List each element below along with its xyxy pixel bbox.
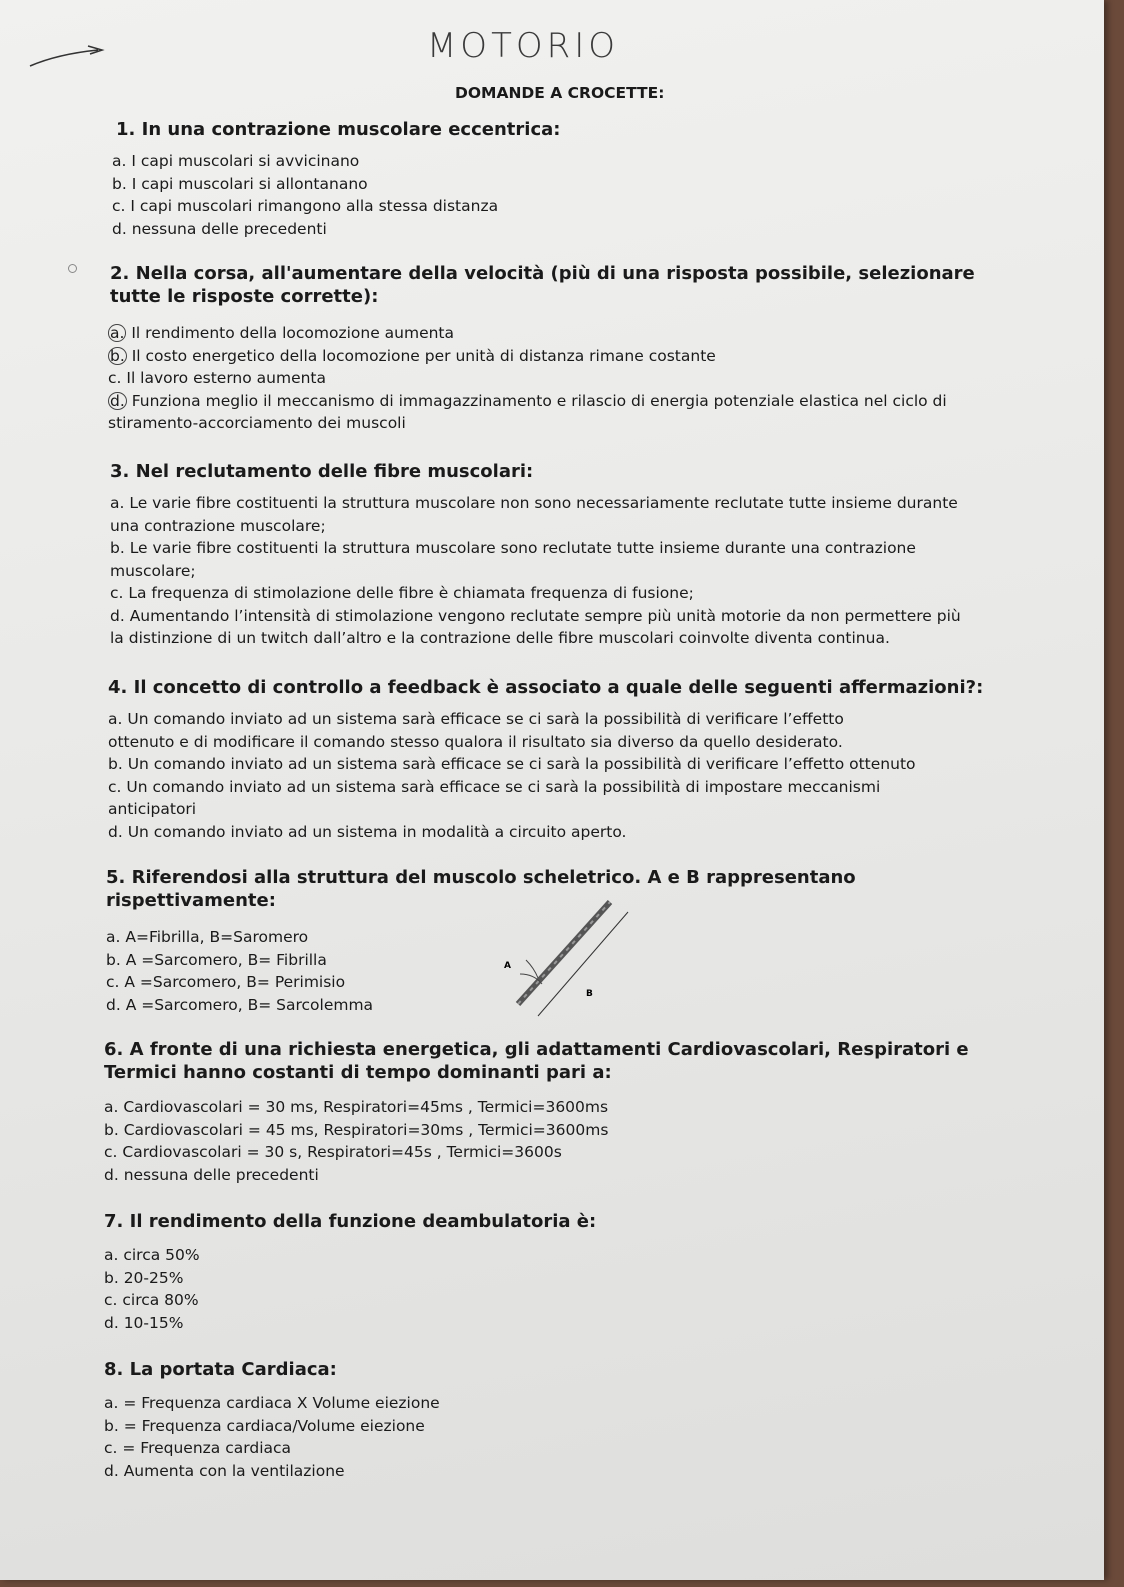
handwritten-title: MOTORIO xyxy=(426,26,620,66)
question-4-options xyxy=(108,708,916,843)
option[interactable]: b. I capi muscolari si allontanano xyxy=(112,174,368,193)
option-line[interactable]: b. Un comando inviato ad un sistema sarà efficace se ci sarà la possibilità di verificare l’effetto ottenuto xyxy=(108,755,916,773)
option[interactable]: d. 10-15% xyxy=(104,1313,184,1332)
option[interactable]: a. = Frequenza cardiaca X Volume eiezione xyxy=(104,1394,440,1412)
figure-label-b: B xyxy=(586,989,593,999)
option-line: anticipatori xyxy=(108,800,197,818)
option-text: Il lavoro esterno aumenta xyxy=(121,369,327,387)
option[interactable]: a. circa 50% xyxy=(104,1246,200,1264)
question-7-options xyxy=(104,1244,200,1334)
option[interactable]: b. Cardiovascolari = 45 ms, Respiratori=30ms , Termici=3600ms xyxy=(104,1120,609,1139)
muscle-structure-figure xyxy=(498,896,648,1026)
option-line: ottenuto e di modificare il comando stesso qualora il risultato sia diverso da quello desiderato. xyxy=(108,732,843,751)
option[interactable]: a. Cardiovascolari = 30 ms, Respiratori=45ms , Termici=3600ms xyxy=(104,1098,609,1116)
option[interactable]: c. A =Sarcomero, B= Perimisio xyxy=(106,973,346,991)
option[interactable] xyxy=(108,367,947,390)
option[interactable]: d. Aumenta con la ventilazione xyxy=(104,1461,345,1480)
question-6-options xyxy=(104,1096,608,1186)
option[interactable]: c. = Frequenza cardiaca xyxy=(104,1439,292,1457)
question-6-title-line1: 6. A fronte di una richiesta energetica, gli adattamenti Cardiovascolari, Respiratori e xyxy=(104,1039,969,1060)
option[interactable]: d. A =Sarcomero, B= Sarcolemma xyxy=(106,995,374,1014)
option-line[interactable]: b. Le varie fibre costituenti la struttura muscolare sono reclutate tutte insieme durante una contrazione xyxy=(110,539,916,557)
option[interactable]: d. nessuna delle precedenti xyxy=(112,219,327,238)
question-2-title-line1: 2. Nella corsa, all'aumentare della velocità (più di una risposta possibile, selezionare xyxy=(110,263,975,284)
question-5-title xyxy=(106,866,856,912)
option-line[interactable]: c. Un comando inviato ad un sistema sarà efficace se ci sarà la possibilità di impostare meccanismi xyxy=(108,777,881,796)
question-6-title xyxy=(104,1038,969,1084)
circled-letter: b. xyxy=(110,346,125,365)
option-line: una contrazione muscolare; xyxy=(110,516,326,535)
option-line[interactable]: d. Un comando inviato ad un sistema in modalità a circuito aperto. xyxy=(108,822,627,841)
question-5-title-line1: 5. Riferendosi alla struttura del muscolo scheletrico. A e B rappresentano xyxy=(106,867,856,888)
page-subtitle: DOMANDE A CROCETTE: xyxy=(455,84,665,102)
question-5-options xyxy=(106,926,373,1016)
option-line: muscolare; xyxy=(110,561,196,580)
option-line[interactable]: a. Le varie fibre costituenti la struttura muscolare non sono necessariamente reclutate tutte insieme durante xyxy=(110,494,958,512)
option[interactable]: b. A =Sarcomero, B= Fibrilla xyxy=(106,950,327,969)
question-2-options xyxy=(108,322,947,435)
pointer-a xyxy=(520,960,542,984)
option[interactable]: c. Cardiovascolari = 30 s, Respiratori=45s , Termici=3600s xyxy=(104,1143,562,1161)
option-line: la distinzione di un twitch dall’altro e la contrazione delle fibre muscolari coinvolte diventa continua. xyxy=(110,629,890,647)
option-continuation: stiramento-accorciamento dei muscoli xyxy=(108,414,406,432)
question-2-title xyxy=(110,262,975,308)
question-6-title-line2: Termici hanno costanti di tempo dominanti pari a: xyxy=(104,1062,612,1083)
option[interactable]: d. nessuna delle precedenti xyxy=(104,1165,319,1184)
circled-letter: d. xyxy=(110,391,125,410)
question-8-title: 8. La portata Cardiaca: xyxy=(104,1359,337,1380)
margin-mark xyxy=(68,264,77,273)
option-letter: c. xyxy=(108,369,122,387)
figure-label-a: A xyxy=(504,961,511,971)
question-1-title: 1. In una contrazione muscolare eccentrica: xyxy=(116,119,561,140)
question-5-title-line2: rispettivamente: xyxy=(106,890,276,911)
question-4-title: 4. Il concetto di controllo a feedback è associato a quale delle seguenti affermazioni?: xyxy=(108,677,984,698)
option[interactable] xyxy=(108,345,947,368)
option-line[interactable]: c. La frequenza di stimolazione delle fibre è chiamata frequenza di fusione; xyxy=(110,584,694,602)
option[interactable]: b. = Frequenza cardiaca/Volume eiezione xyxy=(104,1416,425,1435)
option-line[interactable]: d. Aumentando l’intensità di stimolazione vengono reclutate sempre più unità motorie da non permettere più xyxy=(110,606,961,625)
option[interactable]: b. 20-25% xyxy=(104,1268,184,1287)
option[interactable]: a. A=Fibrilla, B=Saromero xyxy=(106,928,309,946)
option[interactable] xyxy=(108,390,947,413)
option[interactable] xyxy=(108,322,947,345)
question-2-title-line2: tutte le risposte corrette): xyxy=(110,286,379,307)
option-line[interactable]: a. Un comando inviato ad un sistema sarà efficace se ci sarà la possibilità di verificare l’effetto xyxy=(108,710,844,728)
option[interactable]: c. I capi muscolari rimangono alla stessa distanza xyxy=(112,197,499,215)
question-1-options xyxy=(112,150,498,240)
option-text: Funziona meglio il meccanismo di immagazzinamento e rilascio di energia potenziale elastica nel ciclo di xyxy=(126,391,947,410)
question-3-options xyxy=(110,492,961,650)
question-3-title: 3. Nel reclutamento delle fibre muscolari: xyxy=(110,461,534,482)
circled-letter: a. xyxy=(110,324,125,342)
pen-scribble xyxy=(28,36,118,76)
option-text: Il costo energetico della locomozione per unità di distanza rimane costante xyxy=(126,346,716,365)
option[interactable]: a. I capi muscolari si avvicinano xyxy=(112,152,360,170)
question-8-options xyxy=(104,1392,440,1482)
option[interactable]: c. circa 80% xyxy=(104,1291,199,1309)
option-text: Il rendimento della locomozione aumenta xyxy=(126,324,455,342)
question-7-title: 7. Il rendimento della funzione deambulatoria è: xyxy=(104,1211,597,1232)
